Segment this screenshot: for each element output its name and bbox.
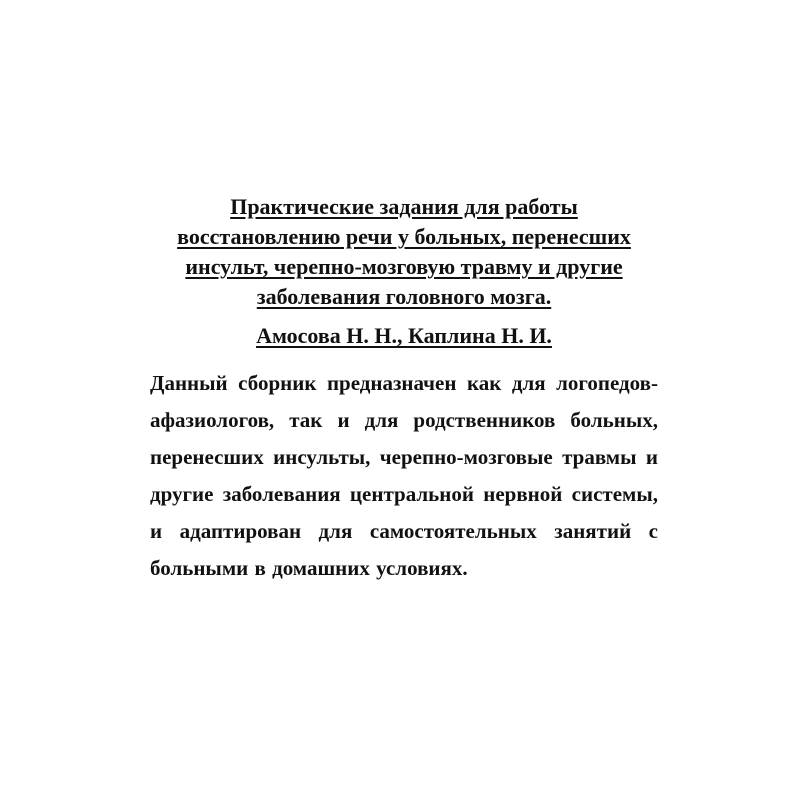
body-line: афазиологов, так и для родственников больных, <box>150 408 658 432</box>
title-line <box>150 222 658 252</box>
authors-line <box>150 321 658 351</box>
title-line-text: инсульт, черепно-мозговую травму и другие <box>185 254 623 279</box>
authors-text: Амосова Н. Н., Каплина Н. И. <box>256 323 552 348</box>
title-line-text: заболевания головного мозга. <box>256 284 552 309</box>
body-line: перенесших инсульты, черепно-мозговые травмы и <box>150 445 658 469</box>
body-line: другие заболевания центральной нервной системы, <box>150 482 658 506</box>
title-line <box>150 192 658 222</box>
title-line <box>150 282 658 312</box>
document-title <box>150 192 658 312</box>
title-line <box>150 252 658 282</box>
body-paragraph <box>150 365 658 587</box>
title-line-text: восстановлению речи у больных, перенесших <box>177 224 631 249</box>
text-block <box>150 192 658 587</box>
body-line: больными в домашних условиях. <box>150 556 468 580</box>
body-line: и адаптирован для самостоятельных занятий с <box>150 519 658 543</box>
title-line-text: Практические задания для работы <box>230 194 578 219</box>
body-line: Данный сборник предназначен как для логопедов- <box>150 371 658 395</box>
